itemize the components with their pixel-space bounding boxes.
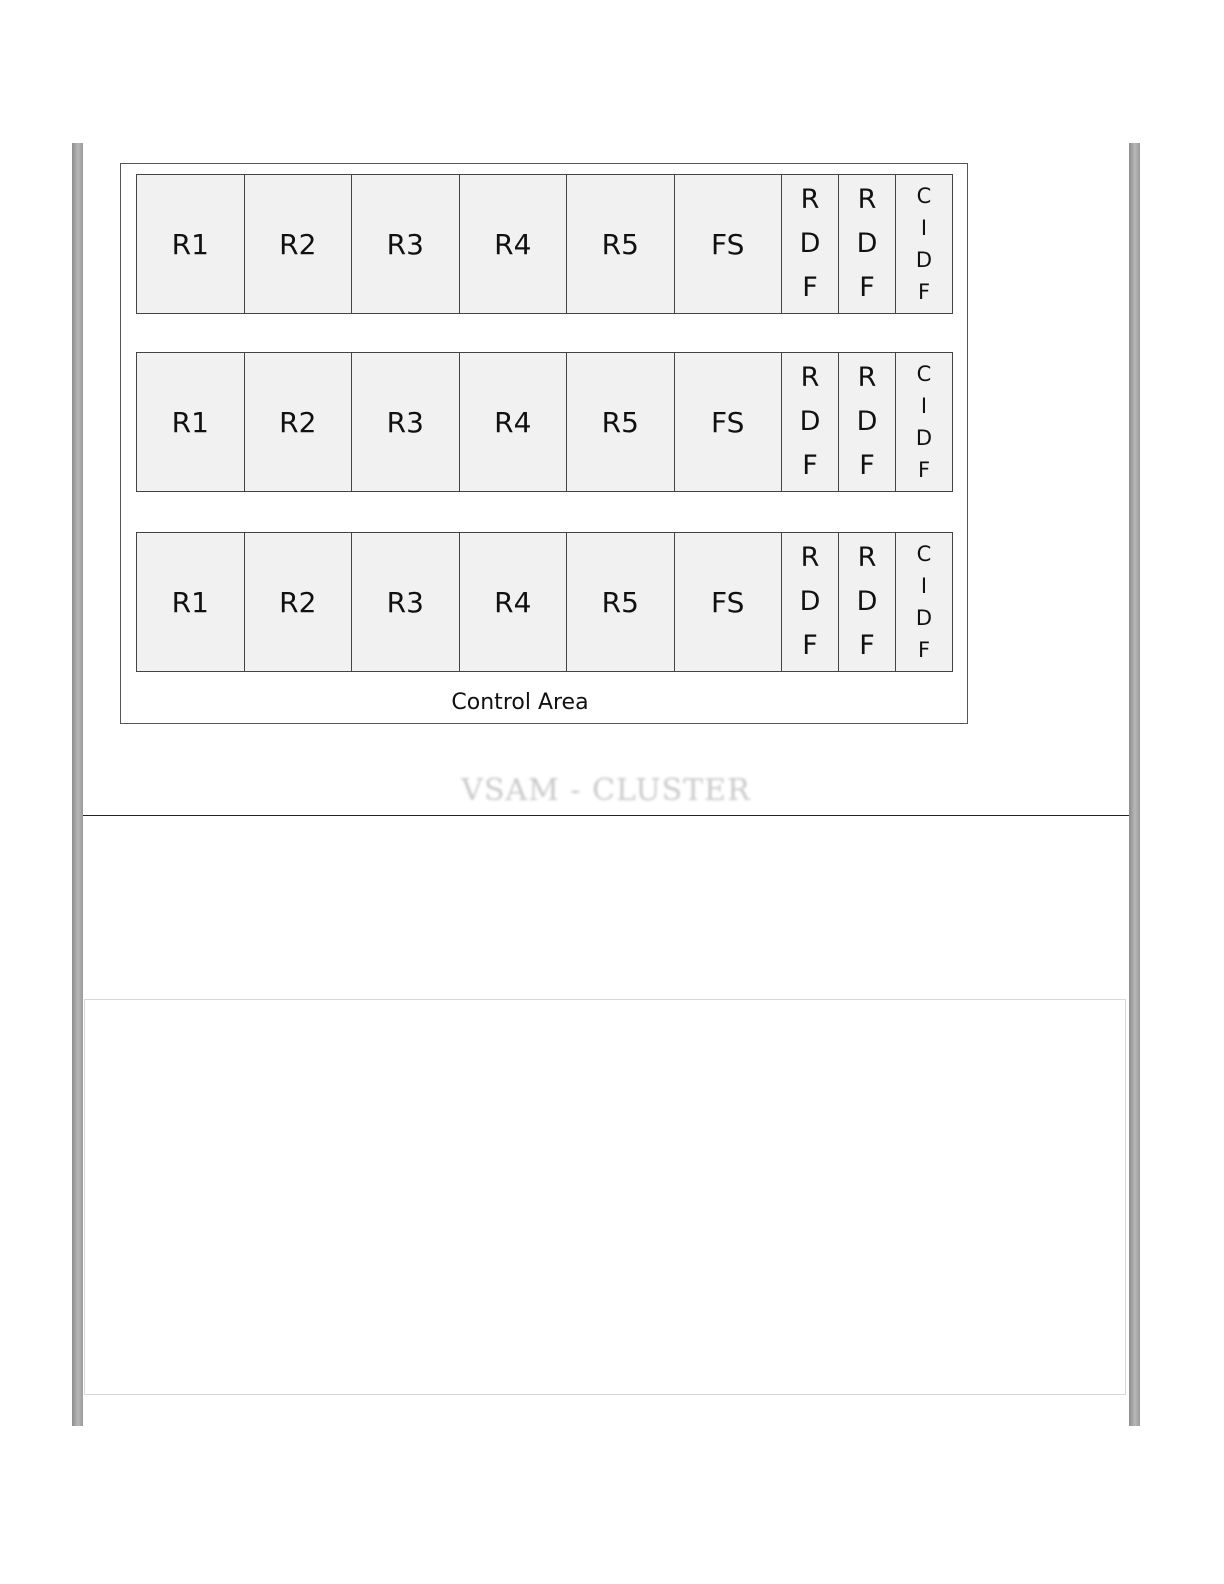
diagram-caption: VSAM - CLUSTER (461, 773, 751, 808)
rdf-letter: R (857, 184, 877, 215)
cidf-cell (896, 533, 952, 671)
free-space-cell: FS (675, 175, 783, 313)
record-cell: R1 (137, 353, 245, 491)
record-cell: R5 (567, 533, 675, 671)
rdf-letter: F (802, 630, 818, 661)
rdf-cell (839, 353, 896, 491)
rdf-letter: D (856, 406, 878, 437)
control-area-label: Control Area (451, 690, 589, 715)
control-interval-row (136, 352, 953, 492)
rdf-letter: F (802, 450, 818, 481)
rdf-letter: R (800, 362, 820, 393)
cidf-letter: C (916, 184, 932, 208)
rdf-cell (839, 533, 896, 671)
rdf-letter: D (799, 228, 821, 259)
record-cell: R5 (567, 175, 675, 313)
cidf-letter: D (915, 248, 933, 272)
rdf-cell (782, 533, 839, 671)
rdf-cell (782, 353, 839, 491)
cidf-letter: D (915, 606, 933, 630)
rdf-letter: F (859, 272, 875, 303)
record-cell: R3 (352, 175, 460, 313)
rdf-letter: R (800, 542, 820, 573)
rdf-letter: R (800, 184, 820, 215)
control-interval-row (136, 532, 953, 672)
record-cell: R2 (245, 533, 353, 671)
rdf-letter: D (856, 586, 878, 617)
record-cell: R4 (460, 353, 568, 491)
cidf-letter: F (917, 458, 931, 482)
free-space-cell: FS (675, 353, 783, 491)
rdf-letter: D (799, 586, 821, 617)
record-cell: R4 (460, 175, 568, 313)
record-cell: R2 (245, 353, 353, 491)
record-cell: R5 (567, 353, 675, 491)
page-left-border (72, 143, 83, 1426)
rdf-letter: F (859, 450, 875, 481)
cidf-letter: D (915, 426, 933, 450)
cidf-letter: C (916, 362, 932, 386)
rdf-letter: D (799, 406, 821, 437)
control-interval-row (136, 174, 953, 314)
rdf-letter: F (802, 272, 818, 303)
record-cell: R3 (352, 533, 460, 671)
cidf-letter: I (920, 394, 928, 418)
rdf-cell (839, 175, 896, 313)
rdf-letter: D (856, 228, 878, 259)
rdf-letter: R (857, 542, 877, 573)
section-divider (83, 815, 1129, 816)
cidf-cell (896, 353, 952, 491)
rdf-letter: F (859, 630, 875, 661)
empty-content-panel (84, 999, 1126, 1395)
cidf-letter: F (917, 638, 931, 662)
record-cell: R1 (137, 533, 245, 671)
cidf-cell (896, 175, 952, 313)
rdf-cell (782, 175, 839, 313)
page-right-border (1129, 143, 1140, 1426)
cidf-letter: I (920, 574, 928, 598)
rdf-letter: R (857, 362, 877, 393)
record-cell: R1 (137, 175, 245, 313)
cidf-letter: F (917, 280, 931, 304)
record-cell: R4 (460, 533, 568, 671)
free-space-cell: FS (675, 533, 783, 671)
cidf-letter: C (916, 542, 932, 566)
record-cell: R3 (352, 353, 460, 491)
record-cell: R2 (245, 175, 353, 313)
cidf-letter: I (920, 216, 928, 240)
